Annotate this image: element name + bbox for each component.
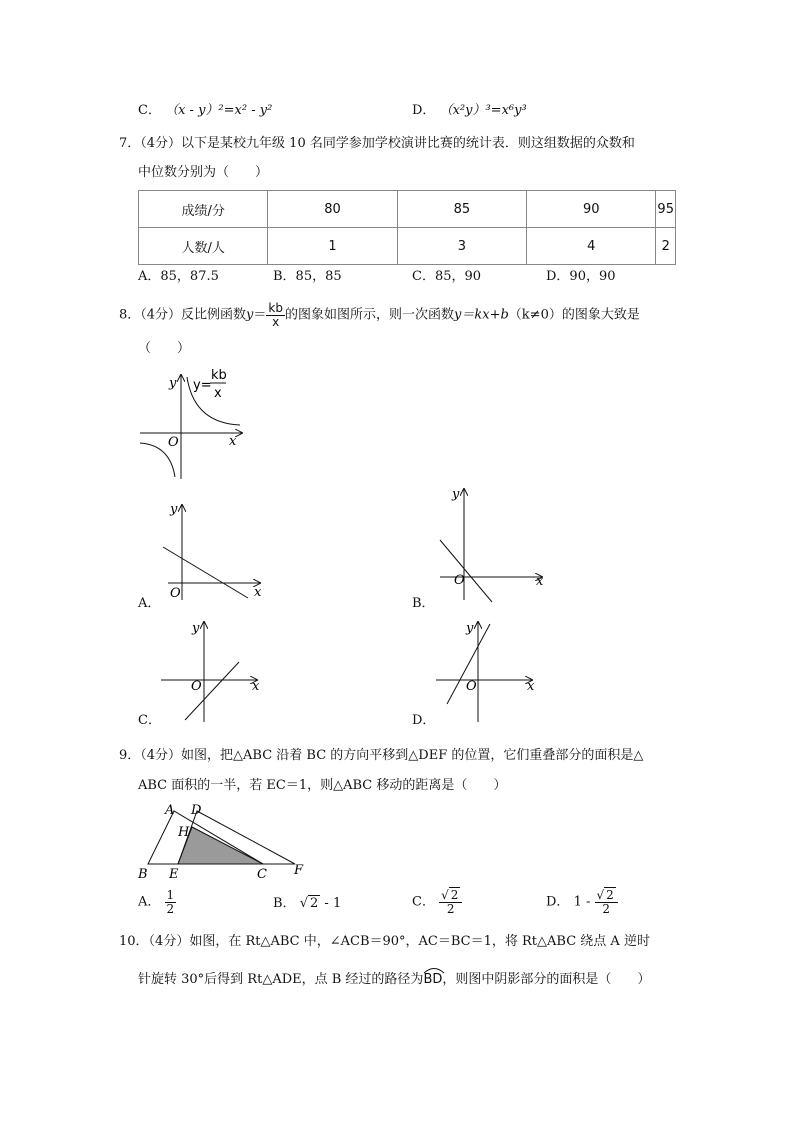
q9-option-d [546,889,618,915]
arc-mark [423,966,445,974]
q8-stem-text-a: 8．（4分）反比例函数 [119,307,247,323]
vertex-label-b: B [138,867,148,882]
frac-den: 2 [446,901,455,916]
q8-stem-text-b: 的图象如图所示，则一次函数 [285,307,455,323]
radical-sign: √ [441,888,449,902]
q8-eq: ＝ [253,307,267,323]
q8-frac-num: kb [268,301,283,315]
radicand: 2 [310,896,319,911]
graph-label-o: O [168,435,179,450]
radicand: 2 [606,888,614,902]
frac-den: 2 [166,901,175,916]
axis-label-y: y [452,487,460,502]
table-row [139,191,676,228]
vertex-label-f: F [294,863,304,878]
q8-option-b-label: B． [412,596,435,611]
q9-translation-figure [135,802,315,880]
q6-option-d-expr: （x²y）³=x⁶y³ [439,103,527,118]
axis-label-x: x [527,679,535,694]
q6-option-d [412,104,527,117]
q8-option-d-graph [430,618,545,728]
axis-label-o: O [466,679,477,694]
q9-option-c-fraction [439,889,462,915]
axis-label-o: O [454,573,465,588]
q9-stem-line1: 9．（4分）如图，把△ABC 沿着 BC 的方向平移到△DEF 的位置，它们重叠部分的面积是△ [119,748,644,763]
table-cell: 95 [656,191,676,228]
vertex-label-e: E [169,867,179,882]
axis-label-y: y [466,621,474,636]
q7-stem-line2: 中位数分别为（ ） [138,165,269,180]
axis-label-o: O [191,679,202,694]
table-cell: 3 [397,228,526,265]
frac-num [439,889,462,903]
q8-main-graph [130,365,260,480]
vertex-label-d: D [191,803,202,818]
q9-option-a [138,889,176,915]
axis-label-o: O [170,586,181,601]
q6-option-d-label: D． [412,103,436,118]
q8-stem-text-c: （k≠0）的图象大致是 [508,307,640,323]
graph-label-eq: y= [193,378,212,393]
q8-linear-func: y＝kx+b [454,307,509,323]
radical-sign: √ [596,888,605,902]
q10-stem-line1: 10．（4分）如图，在 Rt△ABC 中，∠ACB＝90°，AC＝BC＝1，将 Rt△ABC 绕点 A 逆时 [119,934,650,949]
linear-graph-line [440,540,492,602]
table-cell: 90 [527,191,656,228]
frac-den: 2 [602,901,610,916]
axis-label-x: x [254,585,262,600]
axis-label-y: y [170,502,178,517]
q8-frac-den: x [272,314,280,329]
table-cell: 人数/人 [139,228,268,265]
q7-stem-line1: 7．（4分）以下是某校九年级 10 名同学参加学校演讲比赛的统计表．则这组数据的众数和 [119,136,635,151]
q8-option-a-label: A． [138,596,161,611]
q10-stem-text-b: ，则图中阴影部分的面积是（ ） [442,972,651,987]
q9-option-d-prefix: 1 - [573,894,595,910]
q7-option-c: C．85，90 [412,269,482,284]
frac-num [595,889,618,903]
q8-func-y: y [246,307,254,323]
q9-option-a-label: A． [138,894,161,910]
q8-option-c-graph [155,618,270,728]
q9-option-c-label: C． [412,894,435,910]
q9-option-b-rest: - 1 [320,896,342,911]
axis-label-y: y [192,621,200,636]
q7-score-table [138,190,676,265]
table-cell: 85 [397,191,526,228]
q10-arc-label [423,973,442,986]
q8-option-d-label: D． [412,713,436,728]
radicand: 2 [450,888,459,902]
q8-stem-line1 [119,302,640,328]
q9-option-b [273,897,341,910]
q7-option-b: B．85，85 [273,269,342,284]
vertex-label-c: C [257,867,267,882]
graph-label-y: y [169,376,177,391]
table-cell: 1 [268,228,397,265]
q7-option-a: A．85，87.5 [138,269,219,284]
q8-option-c-label: C． [138,713,161,728]
q8-option-a-graph [152,495,267,605]
table-cell: 成绩/分 [139,191,268,228]
table-row [139,228,676,265]
q9-option-b-label: B． [273,896,296,911]
q8-stem-line2: （ ） [138,341,191,356]
graph-label-den: x [214,386,222,401]
q6-option-c-expr: （x - y）²=x² - y² [165,103,273,118]
q9-option-d-fraction [595,889,618,915]
q10-stem-text-a: 针旋转 30°后得到 Rt△ADE，点 B 经过的路径为 [138,972,424,987]
graph-label-x: x [229,434,237,449]
table-cell: 4 [527,228,656,265]
q8-option-b-graph [430,485,550,605]
q9-stem-line2: ABC 面积的一半，若 EC＝1，则△ABC 移动的距离是（ ） [138,778,507,793]
q9-option-d-label: D． [546,894,570,910]
q8-fraction [266,302,285,328]
q6-option-c [138,104,272,117]
q9-option-a-fraction [165,889,177,915]
overlap-shaded-region [178,827,263,864]
axis-label-x: x [536,574,544,589]
q7-option-d: D．90，90 [546,269,616,284]
table-cell: 80 [268,191,397,228]
q10-stem-line2 [138,973,650,986]
frac-num: 1 [166,888,175,902]
table-cell: 2 [656,228,676,265]
q6-option-c-label: C． [138,103,161,118]
vertex-label-a: A [165,803,175,818]
graph-label-num: kb [211,368,227,383]
axis-label-x: x [252,679,260,694]
q9-option-c [412,889,462,915]
radical-sign: √ [299,896,308,911]
arc-label-text: BD [423,972,443,987]
vertex-label-h: H [178,825,190,840]
